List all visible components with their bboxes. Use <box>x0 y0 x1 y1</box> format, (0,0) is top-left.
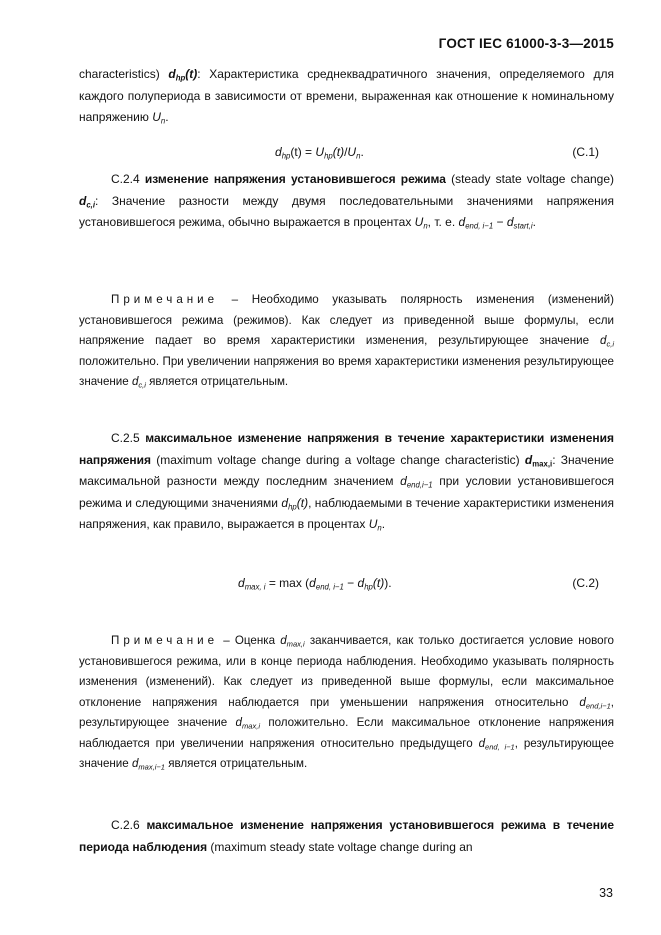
f-arg: (t) <box>290 145 302 159</box>
definition-text-4: . <box>381 517 386 531</box>
d-hp-arg: (t) <box>296 495 309 510</box>
f-eq: = <box>301 145 316 159</box>
section-c24 <box>79 169 614 234</box>
f-slash: / <box>344 145 348 159</box>
text-ie: , т. е. <box>427 215 459 229</box>
english-term: (steady state voltage change) <box>445 172 615 186</box>
note-d3-sub: max,i <box>242 721 260 731</box>
note-text-1: – Оценка <box>218 634 281 647</box>
intro-paragraph <box>79 64 614 129</box>
note-text-4: положительно. Если максимальное отклонение напряжения наблюдается при увеличении напряжения относительно предыдущего <box>79 716 614 750</box>
term: максимальное изменение напряжения установившегося режима в течение периода наблюдения <box>79 818 614 854</box>
section-number: С.2.5 <box>111 431 146 445</box>
note-2 <box>79 631 614 775</box>
un-symbol: U <box>414 215 424 229</box>
formula-c1 <box>275 143 364 161</box>
f-minus: − <box>493 215 507 229</box>
note-d5-sub: max,i−1 <box>138 762 165 772</box>
un-sub: n <box>377 523 382 533</box>
section-c25 <box>79 428 614 536</box>
note-text-5: , результирующее значение <box>79 736 614 770</box>
note-text-1: – Необходимо указывать полярность изменения (изменений) установившегося режима (режимов). Как следует из приведенной выше формулы, если напряжение падает во время характеристики изменения, результирующее значение <box>79 293 614 347</box>
note-d1: d <box>600 334 607 347</box>
definition-text-2: при условии установившегося режима и следующими значениями <box>79 474 615 510</box>
f-b: d <box>357 576 365 590</box>
term: максимальное изменение напряжения в течение характеристики изменения напряжения <box>79 431 615 467</box>
document-header: ГОСТ IEC 61000-3-3—2015 <box>438 36 614 51</box>
un-symbol: U <box>368 517 378 531</box>
note-d4-sub: end, i−1 <box>485 742 515 752</box>
note-d5: d <box>131 757 139 770</box>
f-un-sub: n <box>356 151 361 161</box>
section-c26 <box>79 815 614 858</box>
un-symbol: U <box>152 110 161 124</box>
note-d1-sub: c,i <box>606 339 614 349</box>
d-end-sub: end,i−1 <box>406 480 433 490</box>
note-label: Примечание <box>111 293 219 306</box>
note-d2-sub: end,i−1 <box>585 701 611 711</box>
f-a: d <box>309 576 316 590</box>
note-text-2: положительно. При увеличении напряжения во время характеристики изменения результирующее значение <box>79 354 614 388</box>
page-number: 33 <box>599 886 613 900</box>
f-b-sub: hp <box>364 582 373 592</box>
d-end: d <box>400 474 407 488</box>
note-label: Примечание <box>111 634 219 647</box>
symbol-d: d <box>79 193 87 208</box>
f-u: U <box>315 145 325 159</box>
symbol-d: d <box>168 67 176 81</box>
symbol-sub: c,i <box>86 200 96 210</box>
note-d4: d <box>478 736 486 750</box>
english-term: (maximum voltage change during a voltage change characteristic) <box>151 452 525 467</box>
symbol-sub: max,i <box>532 459 553 469</box>
f-d2-sub: start,i <box>513 221 533 231</box>
note-d1-sub: max,i <box>286 639 305 649</box>
intro-text-1: characteristics) <box>79 67 169 81</box>
f-d: d <box>275 145 282 159</box>
definition-text-3: , наблюдаемыми в течение характеристики изменения напряжения, как правило, выражается в процентах <box>79 495 614 531</box>
section-number: С.2.4 <box>111 172 145 186</box>
f-max: = max ( <box>265 576 310 590</box>
term: изменение напряжения установившегося режима <box>144 172 446 186</box>
f-end: ). <box>384 576 392 590</box>
note-d2: d <box>579 695 586 709</box>
english-term: (maximum steady state voltage change during an <box>207 839 473 854</box>
note-d3: d <box>235 716 242 729</box>
intro-text-2: : Характеристика среднеквадратичного значения, определяемого для каждого полупериода в зависимости от времени, выраженная как отношение к номинальному напряжению <box>79 67 614 124</box>
note-text-2: заканчивается, как только достигается условие нового установившегося режима, или в конце периода наблюдения. Необходимо указывать полярность изменения (изменений). Как следует из приведенной выше формулы, если максимальное отклонение напряжения наблюдается при уменьшении напряжения относительно <box>79 634 614 709</box>
f-un: U <box>347 145 357 159</box>
f-u-arg: (t) <box>332 145 345 159</box>
f-a-sub: end, i−1 <box>315 582 344 592</box>
un-sub: n <box>160 116 166 126</box>
note-d2: d <box>131 375 139 388</box>
f-sub: max, i <box>244 582 266 592</box>
f-sub: hp <box>281 151 291 161</box>
note-d2-sub: c,i <box>138 380 146 390</box>
intro-text-3: . <box>165 110 169 124</box>
f-d1-sub: end, i−1 <box>465 221 494 231</box>
definition-text-1: : Значение максимальной разности между последним значением <box>79 452 614 488</box>
un-sub: n <box>423 221 428 231</box>
f-u-sub: hp <box>324 151 333 161</box>
f-d2: d <box>506 215 514 229</box>
f-dot: . <box>360 145 364 159</box>
symbol-arg: (t) <box>185 67 198 81</box>
d-hp: d <box>281 495 289 510</box>
note-1 <box>79 290 614 393</box>
f-d1: d <box>458 215 466 229</box>
equation-number-c2: (С.2) <box>572 576 599 590</box>
f-b-arg: (t) <box>372 576 385 590</box>
note-text-3: , результирующее значение <box>79 695 614 729</box>
symbol-d: d <box>524 452 533 467</box>
f-dot: . <box>532 215 536 229</box>
f-minus: − <box>343 576 358 590</box>
section-number: С.2.6 <box>111 818 147 832</box>
formula-c2 <box>238 574 392 592</box>
note-text-3: является отрицательным. <box>145 375 289 388</box>
f-d: d <box>238 576 245 590</box>
d-hp-sub: hp <box>288 502 297 512</box>
equation-number-c1: (С.1) <box>572 145 599 159</box>
definition-text: : Значение разности между двумя последовательными значениями напряжения установившегося режима, обычно выражается в процентах <box>79 193 614 229</box>
symbol-sub: hp <box>175 73 186 83</box>
note-d1: d <box>280 634 287 647</box>
note-text-6: является отрицательным. <box>165 757 308 770</box>
